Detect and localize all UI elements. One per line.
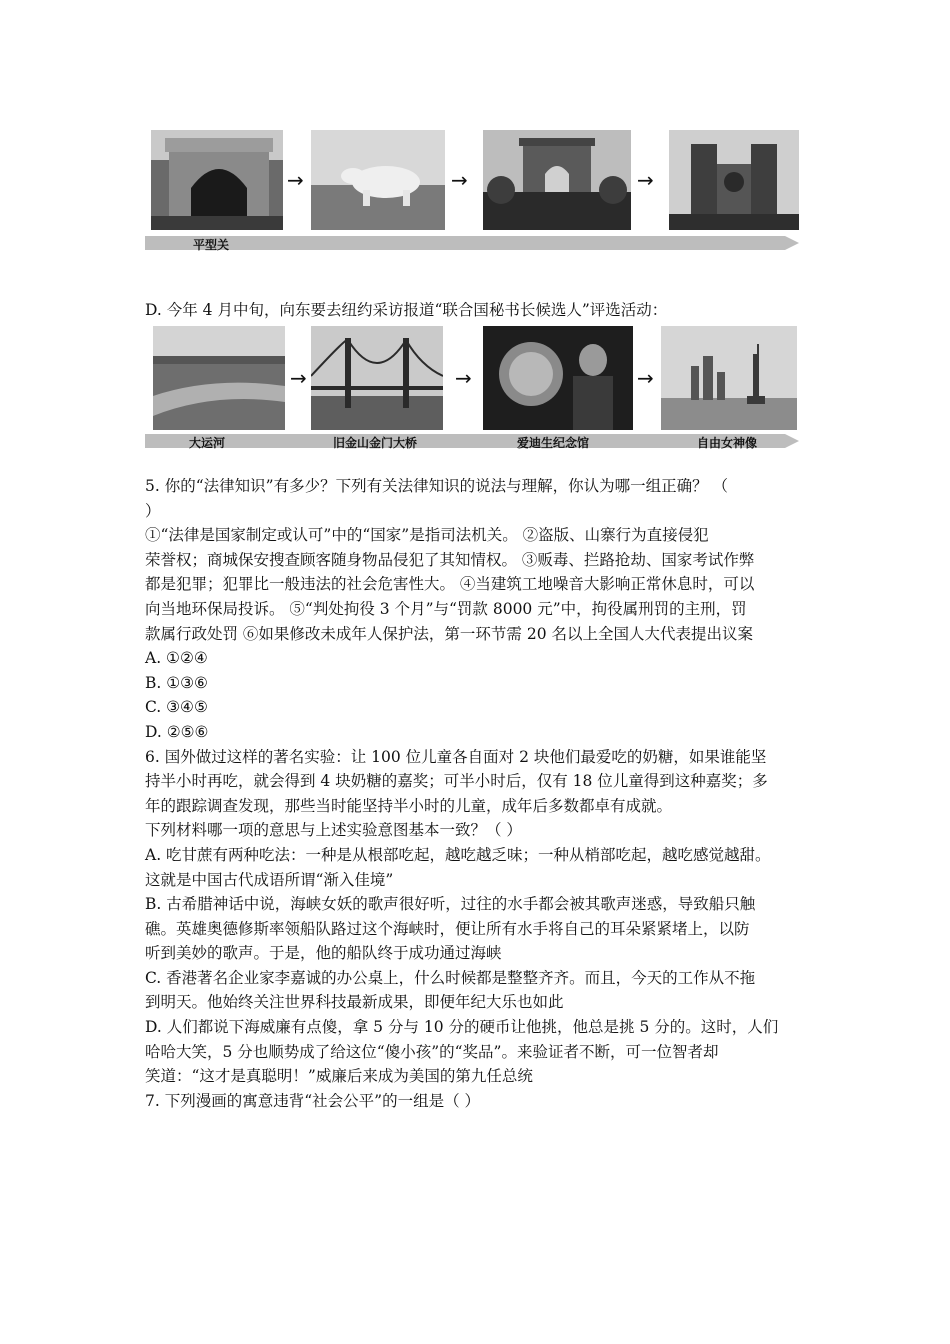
q5-body-line: 荣誉权；商城保安搜查顾客随身物品侵犯了其知情权。 ③贩毒、拦路抢劫、国家考试作弊	[145, 550, 755, 569]
caption-statue-of-liberty: 自由女神像	[697, 436, 758, 450]
q6-line: D. 人们都说下海威廉有点傻，拿 5 分与 10 分的硬币让他挑，他总是挑 5 分的。这时，人们	[145, 1018, 779, 1037]
q5-option-d: D. ②⑤⑥	[145, 722, 209, 741]
arrow-icon: →	[455, 366, 472, 390]
photo-strip-1	[145, 130, 805, 260]
q7-stem: 7. 下列漫画的寓意违背“社会公平”的一组是（ ）	[145, 1091, 480, 1110]
q5-option-c: C. ③④⑤	[145, 698, 208, 717]
q6-line: 年的跟踪调查发现，那些当时能坚持半小时的儿童，成年后多数都卓有成就。	[145, 796, 673, 815]
q5-body-line: ①“法律是国家制定或认可”中的“国家”是指司法机关。 ②盗版、山寨行为直接侵犯	[145, 526, 709, 545]
q6-line: B. 古希腊神话中说，海峡女妖的歌声很好听，过往的水手都会被其歌声迷惑，导致船只触	[145, 895, 756, 914]
photo-polar-bear	[311, 130, 445, 230]
q6-line: A. 吃甘蔗有两种吃法：一种是从根部吃起，越吃越乏味；一种从梢部吃起，越吃感觉越甜。	[145, 845, 771, 864]
q6-line: 到明天。他始终关注世界科技最新成果，即便年纪大乐也如此	[145, 993, 564, 1012]
q6-line: 礁。英雄奥德修斯率领船队路过这个海峡时，便让所有水手将自己的耳朵紧紧堵上，以防	[145, 919, 750, 938]
photo-strip-2	[145, 326, 805, 456]
photo-golden-gate	[311, 326, 443, 430]
photo-edison	[483, 326, 633, 430]
q6-line: 持半小时再吃，就会得到 4 块奶糖的嘉奖；可半小时后，仅有 18 位儿童得到这种嘉奖；多	[145, 772, 768, 791]
caption-pingxingguan: 平型关	[193, 238, 230, 252]
q5-body-line: 都是犯罪；犯罪比一般违法的社会危害性大。 ④当建筑工地噪音大影响正常休息时，可以	[145, 575, 755, 594]
q6-line: 6. 国外做过这样的著名实验：让 100 位儿童各自面对 2 块他们最爱吃的奶糖，如果谁能坚	[145, 747, 767, 766]
q6-line: 听到美妙的歌声。于是，他的船队终于成功通过海峡	[145, 944, 502, 963]
q5-option-a: A. ①②④	[145, 649, 208, 668]
q6-line: C. 香港著名企业家李嘉诚的办公桌上，什么时候都是整整齐齐。而且，今天的工作从不拖	[145, 968, 756, 987]
q5-body-line: 向当地环保局投诉。 ⑤“判处拘役 3 个月”与“罚款 8000 元”中，拘役属刑罚的主刑，罚	[145, 599, 747, 618]
timeline-band	[145, 434, 785, 448]
photo-arc-de-triomphe	[483, 130, 631, 230]
q5-stem: ）	[145, 501, 161, 520]
photo-pingxingguan	[151, 130, 283, 230]
arrow-icon: →	[637, 366, 654, 390]
photo-notre-dame	[669, 130, 799, 230]
q6-line: 笑道：“这才是真聪明！”威廉后来成为美国的第九任总统	[145, 1067, 533, 1086]
q5-option-b: B. ①③⑥	[145, 673, 208, 692]
photo-grand-canal	[153, 326, 285, 430]
q6-line: 哈哈大笑，5 分也顺势成了给这位“傻小孩”的“奖品”。来验证者不断，可一位智者却	[145, 1042, 719, 1061]
caption-edison-memorial: 爱迪生纪念馆	[517, 436, 590, 450]
photo-statue-of-liberty	[661, 326, 797, 430]
q5-body-line: 款属行政处罚 ⑥如果修改未成年人保护法，第一环节需 20 名以上全国人大代表提出议案	[145, 624, 754, 643]
arrow-icon: →	[287, 168, 304, 192]
q6-line: 这就是中国古代成语所谓“渐入佳境”	[145, 870, 394, 889]
arrow-icon: →	[637, 168, 654, 192]
option-d-intro: D. 今年 4 月中旬，向东要去纽约采访报道“联合国秘书长候选人”评选活动：	[145, 301, 668, 319]
arrow-icon: →	[451, 168, 468, 192]
questions-block	[145, 474, 813, 1113]
timeline-band	[145, 236, 785, 250]
q6-line: 下列材料哪一项的意思与上述实验意图基本一致？（ ）	[145, 821, 522, 840]
q5-stem: 5. 你的“法律知识”有多少？下列有关法律知识的说法与理解，你认为哪一组正确？ （	[145, 477, 728, 495]
caption-grand-canal: 大运河	[189, 436, 226, 450]
arrow-icon: →	[290, 366, 307, 390]
caption-golden-gate: 旧金山金门大桥	[333, 436, 418, 450]
